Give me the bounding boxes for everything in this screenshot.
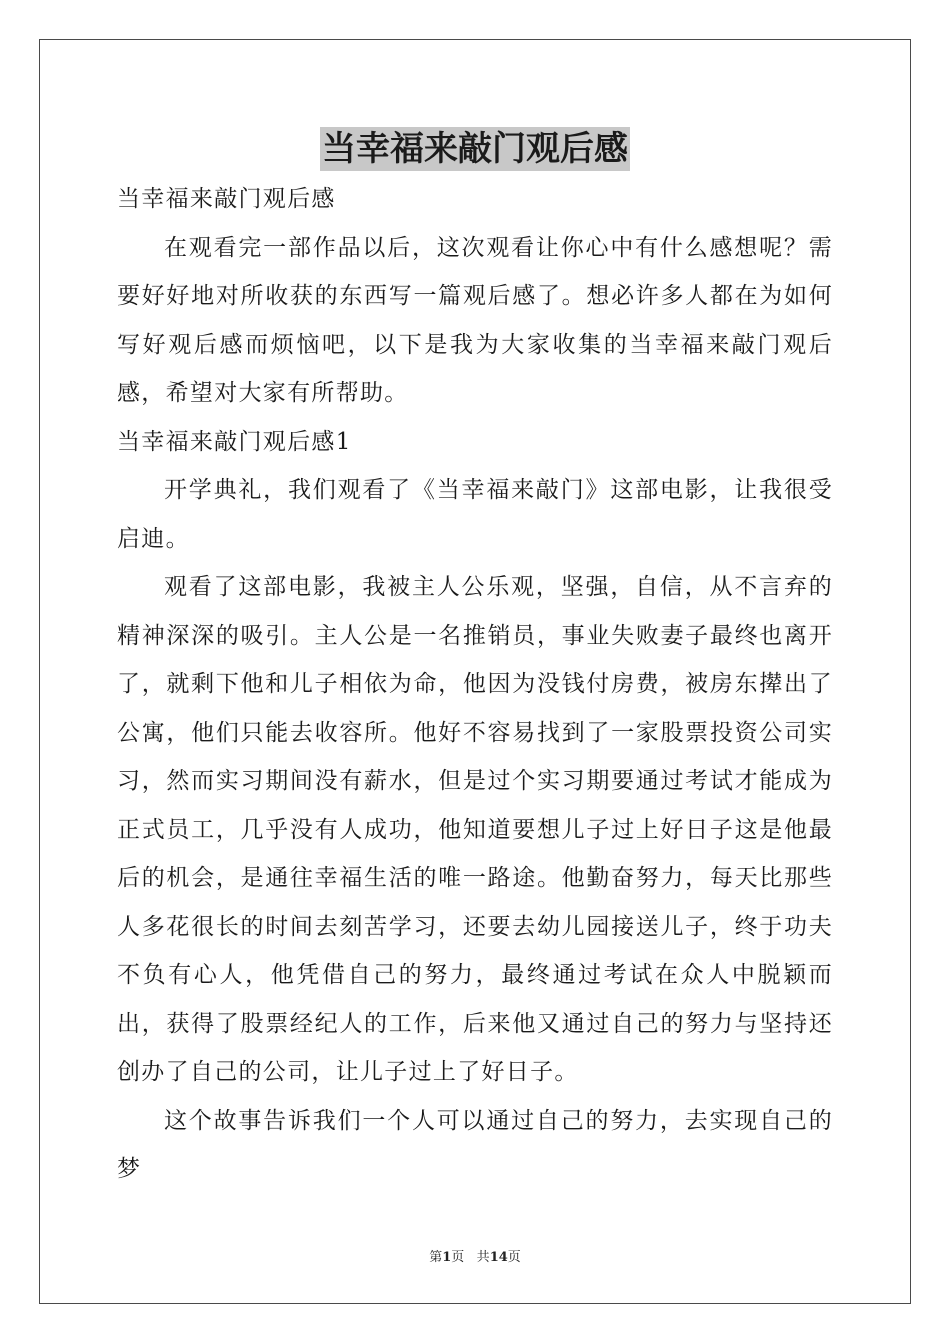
total-prefix: 共 bbox=[476, 1250, 490, 1265]
intro-paragraph: 在观看完一部作品以后，这次观看让你心中有什么感想呢？需要好好地对所收获的东西写一篇观后感了。想必许多人都在为如何写好观后感而烦恼吧，以下是我为大家收集的当幸福来敲门观后感，希望对大家有所帮助。 bbox=[117, 234, 833, 406]
section-heading-1: 当幸福来敲门观后感1 bbox=[117, 428, 352, 455]
document-body bbox=[117, 175, 833, 1194]
body-paragraph: 这个故事告诉我们一个人可以通过自己的努力，去实现自己的梦 bbox=[117, 1107, 833, 1182]
total-suffix: 页 bbox=[507, 1250, 521, 1265]
page-prefix: 第 bbox=[429, 1250, 443, 1265]
total-pages: 14 bbox=[489, 1250, 508, 1265]
document-title: 当幸福来敲门观后感 bbox=[322, 129, 628, 169]
subtitle-paragraph: 当幸福来敲门观后感 bbox=[117, 186, 336, 212]
page-footer bbox=[0, 1246, 950, 1265]
title-container bbox=[0, 127, 950, 171]
body-paragraph: 观看了这部电影，我被主人公乐观，坚强，自信，从不言弃的精神深深的吸引。主人公是一名推销员，事业失败妻子最终也离开了，就剩下他和儿子相依为命，他因为没钱付房费，被房东撵出了公寓，他们只能去收容所。他好不容易找到了一家股票投资公司实习，然而实习期间没有薪水，但是过个实习期要通过考试才能成为正式员工，几乎没有人成功，他知道要想儿子过上好日子这是他最后的机会，是通往幸福生活的唯一路途。他勤奋努力，每天比那些人多花很长的时间去刻苦学习，还要去幼儿园接送儿子，终于功夫不负有心人，他凭借自己的努力，最终通过考试在众人中脱颖而出，获得了股票经纪人的工作，后来他又通过自己的努力与坚持还创办了自己的公司，让儿子过上了好日子。 bbox=[117, 574, 833, 1085]
body-paragraph: 开学典礼，我们观看了《当幸福来敲门》这部电影，让我很受启迪。 bbox=[117, 477, 833, 552]
page-suffix: 页 bbox=[451, 1250, 465, 1265]
page-number: 1 bbox=[442, 1250, 452, 1265]
